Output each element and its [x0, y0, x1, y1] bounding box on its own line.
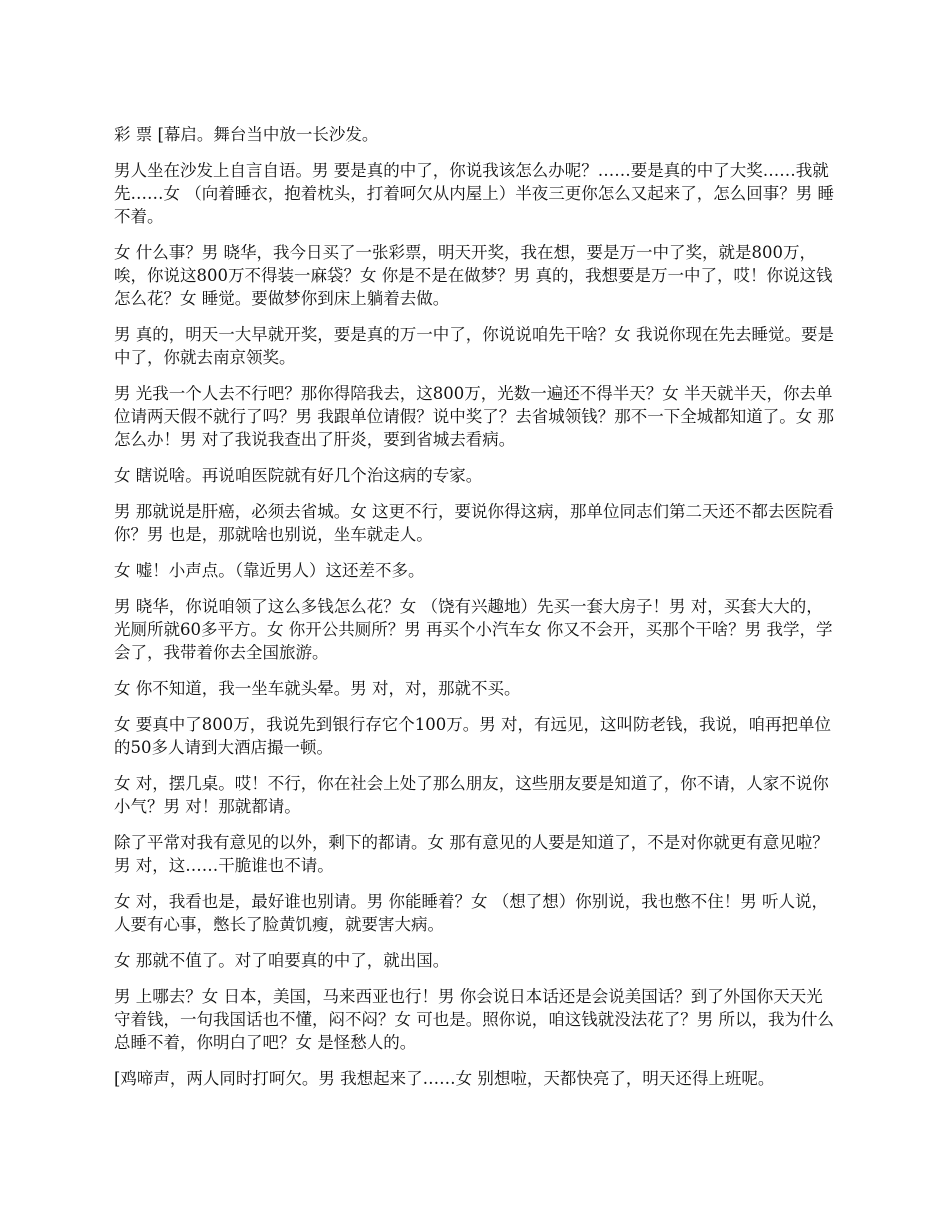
- paragraph-2: 男人坐在沙发上自言自语。男 要是真的中了，你说我该怎么办呢？……要是真的中了大奖……我就先……女 （向着睡衣，抱着枕头，打着呵欠从内屋上）半夜三更你怎么又起来了，怎么回事？男 睡不着。: [114, 161, 834, 226]
- paragraph-17: [鸡啼声，两人同时打呵欠。男 我想起来了……女 别想啦，天都快亮了，明天还得上班呢。: [114, 1069, 775, 1088]
- paragraph-9: 男 晓华，你说咱领了这么多钱怎么花？女 （饶有兴趣地）先买一套大房子！男 对，买套大大的，光厕所就60多平方。女 你开公共厕所？男 再买个小汽车女 你又不会开，买那个干啥？男 我学，学会了，我带着你去全国旅游。: [114, 597, 833, 662]
- paragraph-3: 女 什么事？男 晓华，我今日买了一张彩票，明天开奖，我在想，要是万一中了奖，就是800万，唉，你说这800万不得装一麻袋？女 你是不是在做梦？男 真的，我想要是万一中了，哎！你说这钱怎么花？女 睡觉。要做梦你到床上躺着去做。: [114, 243, 833, 308]
- document-page: [114, 123, 834, 1103]
- paragraph-1: 彩 票 [幕启。舞台当中放一长沙发。: [114, 125, 379, 144]
- paragraph-10: 女 你不知道，我一坐车就头晕。男 对，对，那就不买。: [114, 679, 521, 698]
- paragraph-11: 女 要真中了800万，我说先到银行存它个100万。男 对，有远见，这叫防老钱，我说，咱再把单位的50多人请到大酒店撮一顿。: [114, 715, 831, 757]
- paragraph-13: 除了平常对我有意见的以外，剩下的都请。女 那有意见的人要是知道了，不是对你就更有意见啦？男 对，这……干脆谁也不请。: [114, 833, 829, 875]
- paragraph-15: 女 那就不值了。对了咱要真的中了，就出国。: [114, 951, 450, 970]
- paragraph-12: 女 对，摆几桌。哎！不行，你在社会上处了那么朋友，这些朋友要是知道了，你不请，人家不说你小气？男 对！那就都请。: [114, 774, 829, 816]
- paragraph-7: 男 那就说是肝癌，必须去省城。女 这更不行，要说你得这病，那单位同志们第二天还不都去医院看你？男 也是，那就啥也别说，坐车就走人。: [114, 502, 834, 544]
- paragraph-8: 女 嘘！小声点。（靠近男人）这还差不多。: [114, 561, 425, 580]
- paragraph-6: 女 瞎说啥。再说咱医院就有好几个治这病的专家。: [114, 466, 483, 485]
- paragraph-14: 女 对，我看也是，最好谁也别请。男 你能睡着？女 （想了想）你别说，我也憋不住！男 听人说，人要有心事，憋长了脸黄饥瘦，就要害大病。: [114, 892, 828, 934]
- paragraph-16: 男 上哪去？女 日本，美国，马来西亚也行！男 你会说日本话还是会说美国话？到了外国你天天光守着钱，一句我国话也不懂，闷不闷？女 可也是。照你说，咱这钱就没法花了？男 所以，我为什么总睡不着，你明白了吧？女 是怪愁人的。: [114, 987, 834, 1052]
- paragraph-5: 男 光我一个人去不行吧？那你得陪我去，这800万，光数一遍还不得半天？女 半天就半天，你去单位请两天假不就行了吗？男 我跟单位请假？说中奖了？去省城领钱？那不一下全城都知道了。女 那怎么办！男 对了我说我查出了肝炎，要到省城去看病。: [114, 384, 834, 449]
- paragraph-4: 男 真的，明天一大早就开奖，要是真的万一中了，你说说咱先干啥？女 我说你现在先去睡觉。要是中了，你就去南京领奖。: [114, 325, 834, 367]
